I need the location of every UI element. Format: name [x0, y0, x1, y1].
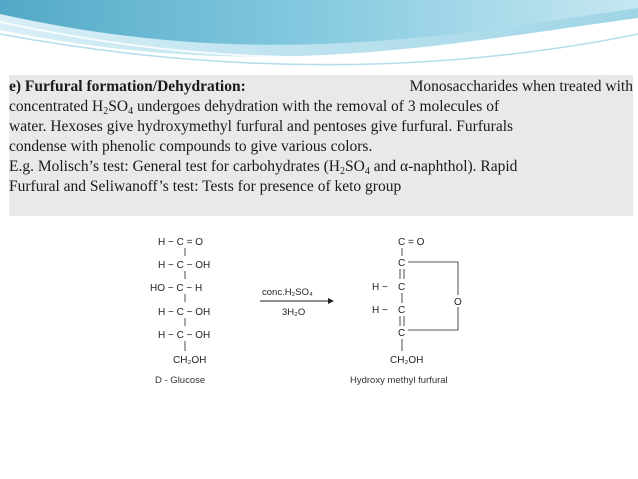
- furfural-c2: C: [398, 282, 406, 293]
- glucose-row-4: H − C − OH: [158, 307, 211, 318]
- furfural-h1: H −: [372, 282, 388, 293]
- paragraph-line-1: [9, 77, 633, 97]
- header-wave-decoration: [0, 0, 638, 72]
- furfural-caption: Hydroxy methyl furfural: [350, 375, 448, 386]
- glucose-row-2: H − C − OH: [158, 260, 211, 271]
- glucose-row-1: H − C = O: [158, 237, 204, 248]
- paragraph-line-5: E.g. Molisch’s test: General test for carbohydrates ($H_2SO_4$ and α-naphthol). Rapid: [9, 158, 518, 177]
- furfural-c4: C: [398, 328, 406, 339]
- content-text-box: [9, 75, 633, 216]
- glucose-caption: D - Glucose: [155, 375, 206, 386]
- paragraph-line-6: Furfural and Seliwanoff’s test: Tests for presence of keto group: [9, 178, 402, 195]
- furfural-h2: H −: [372, 305, 388, 316]
- glucose-row-5: H − C − OH: [158, 330, 211, 341]
- furfural-c3: C: [398, 305, 406, 316]
- furfural-c1: C: [398, 258, 406, 269]
- section-label: e): [9, 78, 22, 95]
- byproduct-label: 3H₂O: [282, 307, 306, 318]
- reaction-diagram: [150, 233, 490, 393]
- ring-bond: [408, 262, 458, 330]
- glucose-row-6: CH₂OH: [173, 355, 207, 366]
- section-heading: Furfural formation/Dehydration:: [24, 78, 246, 95]
- paragraph-line-3: water. Hexoses give hydroxymethyl furfural and pentoses give furfural. Furfurals: [9, 118, 514, 135]
- paragraph-line-2: concentrated $H_2SO_4$ undergoes dehydration with the removal of 3 molecules of: [9, 98, 500, 117]
- glucose-row-3: HO − C − H: [150, 283, 203, 294]
- arrow-icon: [328, 298, 334, 304]
- furfural-bottom: CH₂OH: [390, 355, 424, 366]
- paragraph-text: Monosaccharides when treated with: [409, 78, 633, 95]
- reagent-label: conc.H₂SO₄: [262, 287, 313, 298]
- paragraph-line-4: condense with phenolic compounds to give various colors.: [9, 138, 373, 155]
- furfural-top: C = O: [398, 237, 425, 248]
- ring-oxygen: O: [454, 297, 462, 308]
